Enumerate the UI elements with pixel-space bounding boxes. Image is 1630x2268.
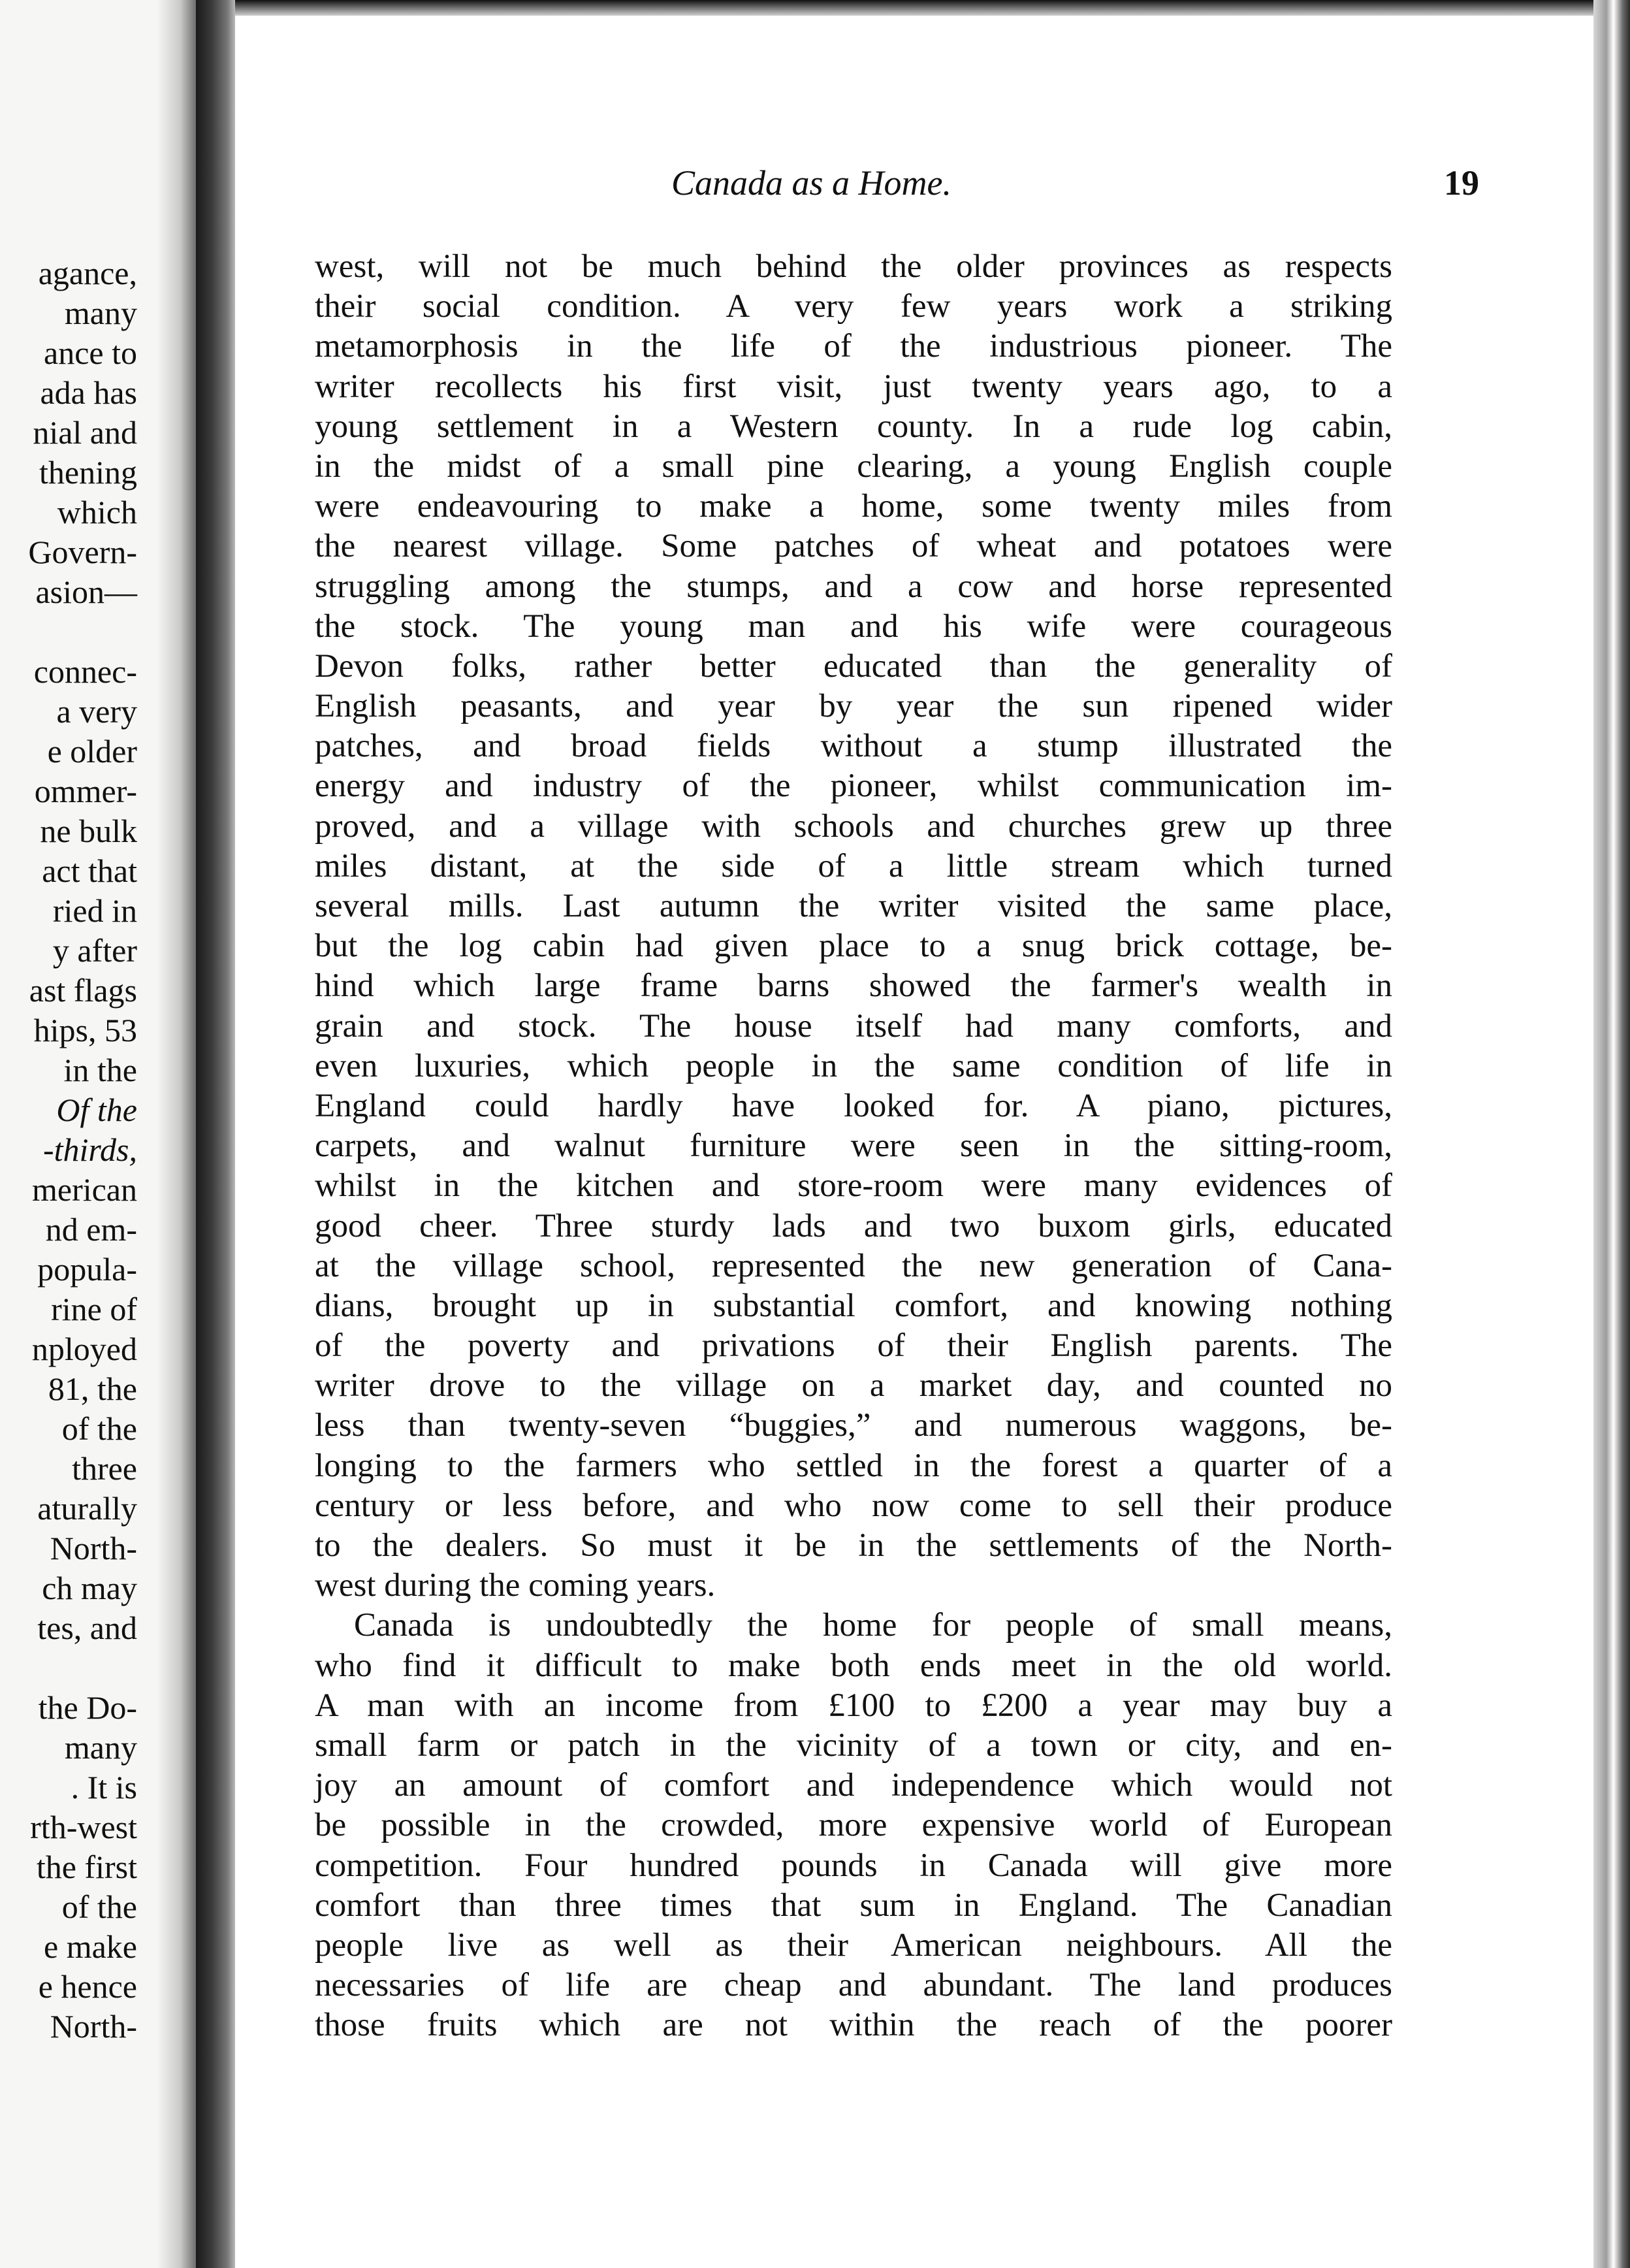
text-line: but the log cabin had given place to a snug brick cottage, be- [315, 928, 1392, 965]
text-line: good cheer. Three sturdy lads and two buxom girls, educated [315, 1207, 1392, 1244]
left-page-line: in the [63, 1052, 137, 1088]
left-page-line: North- [50, 2008, 137, 2045]
text-line: be possible in the crowded, more expensive world of European [315, 1807, 1392, 1844]
left-page-line: Govern- [28, 534, 137, 570]
text-line: grain and stock. The house itself had many comforts, and [315, 1007, 1392, 1045]
left-page-line: three [72, 1450, 137, 1487]
left-page-line: ne bulk [40, 813, 137, 849]
left-page-line: of the [61, 1410, 137, 1447]
left-page-line: the Do- [38, 1689, 137, 1726]
left-page-line: asion— [35, 574, 137, 610]
page-top-edge [235, 0, 1593, 16]
body-text [315, 247, 1392, 2045]
text-line: competition. Four hundred pounds in Canada will give more [315, 1847, 1392, 1884]
text-line: at the village school, represented the new generation of Cana- [315, 1247, 1392, 1284]
left-page-line: many [64, 1729, 137, 1766]
text-line: to the dealers. So must it be in the settlements of the North- [315, 1527, 1392, 1564]
running-header [235, 157, 1593, 209]
left-page-line: which [57, 494, 137, 530]
text-line: less than twenty-seven “buggies,” and numerous waggons, be- [315, 1407, 1392, 1444]
text-line: west during the coming years. [315, 1567, 716, 1604]
left-page-line: aturally [37, 1490, 137, 1527]
left-page-line: agance, [38, 255, 137, 291]
text-line: miles distant, at the side of a little stream which turned [315, 847, 1392, 884]
left-page-line: ada has [40, 374, 137, 411]
left-page-line: rth-west [30, 1809, 137, 1845]
left-page-line: ch may [42, 1570, 137, 1606]
left-page-line: rine of [51, 1291, 137, 1327]
left-page-line: y after [52, 932, 137, 969]
text-line: hind which large frame barns showed the farmer's wealth in [315, 967, 1392, 1005]
left-page-line: merican [31, 1171, 137, 1208]
left-page-line: of the [61, 1888, 137, 1925]
left-page-line: 81, the [48, 1370, 137, 1407]
text-line: small farm or patch in the vicinity of a town or city, and en- [315, 1726, 1392, 1764]
text-line: of the poverty and privations of their English parents. The [315, 1327, 1392, 1365]
text-line: century or less before, and who now come to sell their produce [315, 1487, 1392, 1524]
text-line: English peasants, and year by year the sun ripened wider [315, 688, 1392, 725]
gutter-shadow [157, 0, 196, 2268]
left-page-line [0, 612, 137, 652]
left-page-line: the first [36, 1849, 137, 1885]
text-line: west, will not be much behind the older provinces as respects [315, 248, 1392, 285]
left-page-line: e older [47, 733, 137, 770]
text-line: the nearest village. Some patches of wheat and potatoes were [315, 528, 1392, 565]
text-line: young settlement in a Western county. In a rude log cabin, [315, 408, 1392, 445]
left-page-line: nd em- [45, 1211, 137, 1248]
text-line: the stock. The young man and his wife were courageous [315, 608, 1392, 645]
text-line: patches, and broad fields without a stump illustrated the [315, 728, 1392, 765]
left-page-line: ried in [52, 892, 137, 929]
text-line: in the midst of a small pine clearing, a young English couple [315, 447, 1392, 485]
text-line: those fruits which are not within the reach of the poorer [315, 2007, 1392, 2044]
left-page-line: many [64, 295, 137, 331]
text-line: A man with an income from £100 to £200 a year may buy a [315, 1687, 1392, 1724]
left-page-line: act that [42, 852, 137, 889]
left-page-line: Of the [56, 1092, 137, 1128]
text-line: struggling among the stumps, and a cow and horse represented [315, 568, 1392, 605]
left-facing-page [0, 0, 196, 2268]
text-line: even luxuries, which people in the same condition of life in [315, 1047, 1392, 1084]
text-line: longing to the farmers who settled in the forest a quarter of a [315, 1447, 1392, 1484]
text-line: writer drove to the village on a market day, and counted no [315, 1367, 1392, 1404]
left-page-line: nployed [31, 1331, 137, 1367]
left-page-line: ance to [44, 334, 137, 371]
left-page-line: nial and [33, 414, 137, 451]
running-title: Canada as a Home. [671, 163, 951, 202]
left-page-line: e hence [38, 1968, 137, 2005]
text-line: dians, brought up in substantial comfort, and knowing nothing [315, 1287, 1392, 1324]
left-page-line: . It is [71, 1769, 137, 1806]
text-line: Devon folks, rather better educated than the generality of [315, 647, 1392, 685]
text-line: energy and industry of the pioneer, whilst communication im- [315, 768, 1392, 805]
left-page-line: thening [39, 454, 137, 491]
text-line: their social condition. A very few years work a striking [315, 288, 1392, 325]
text-line: people live as well as their American neighbours. All the [315, 1926, 1392, 1964]
text-line: joy an amount of comfort and independence which would not [315, 1767, 1392, 1804]
text-line: Canada is undoubtedly the home for people of small means, [354, 1607, 1392, 1644]
page-right-edge [1593, 0, 1630, 2268]
left-page-line [0, 1648, 137, 1688]
left-page-line: -thirds, [43, 1131, 137, 1168]
text-line: several mills. Last autumn the writer visited the same place, [315, 888, 1392, 924]
left-page-line: connec- [33, 653, 137, 690]
text-line: metamorphosis in the life of the industrious pioneer. The [315, 328, 1392, 365]
text-line: whilst in the kitchen and store-room were many evidences of [315, 1167, 1392, 1205]
text-line: proved, and a village with schools and churches grew up three [315, 807, 1392, 845]
text-line: carpets, and walnut furniture were seen in the sitting-room, [315, 1127, 1392, 1165]
left-page-line: ommer- [34, 773, 137, 809]
text-line: who find it difficult to make both ends meet in the old world. [315, 1647, 1392, 1684]
text-line: necessaries of life are cheap and abundant. The land produces [315, 1967, 1392, 2004]
book-binding [196, 0, 235, 2268]
text-line: England could hardly have looked for. A piano, pictures, [315, 1087, 1392, 1124]
left-page-line: e make [44, 1928, 137, 1965]
left-page-line: tes, and [37, 1610, 137, 1646]
left-page-line: North- [50, 1530, 137, 1566]
text-line: writer recollects his first visit, just twenty years ago, to a [315, 368, 1392, 405]
text-line: comfort than three times that sum in England. The Canadian [315, 1887, 1392, 1924]
text-line: were endeavouring to make a home, some twenty miles from [315, 488, 1392, 525]
left-page-text [0, 253, 137, 2047]
page-number: 19 [1444, 163, 1479, 202]
left-page-line: ast flags [29, 972, 137, 1009]
left-page-line: hips, 53 [33, 1012, 137, 1048]
left-page-line: a very [56, 693, 137, 730]
main-page [235, 0, 1593, 2268]
left-page-line: popula- [37, 1251, 137, 1288]
